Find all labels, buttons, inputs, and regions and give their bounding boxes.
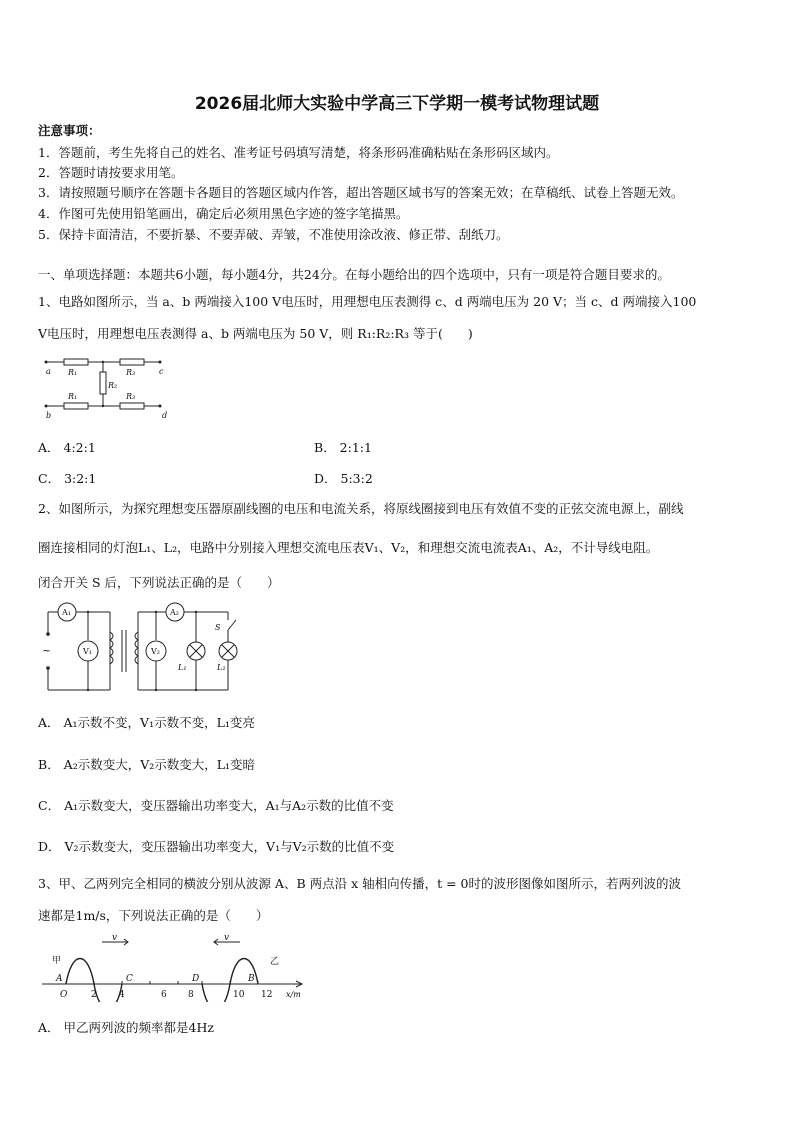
option-text: 5:3:2 xyxy=(340,471,373,486)
q1-option-d[interactable]: D． 5:3:2 xyxy=(314,471,373,486)
q2-option-a[interactable]: A． A₁示数不变，V₁示数不变，L₁变亮 xyxy=(38,715,255,730)
terminal-a-label: a xyxy=(46,367,51,376)
terminal-c-label: c xyxy=(159,367,164,376)
lamp-l1-label: L₁ xyxy=(178,663,187,672)
q2-stem-line3: 闭合开关 S 后，下列说法正确的是（ ） xyxy=(38,575,280,590)
note-item: 4．作图可先使用铅笔画出，确定后必须用黑色字迹的签字笔描黑。 xyxy=(38,206,409,221)
q1-circuit-diagram xyxy=(40,350,175,420)
r3-bottom-label: R₃ xyxy=(126,392,136,401)
q3-option-a[interactable]: A． 甲乙两列波的频率都是4Hz xyxy=(38,1020,214,1035)
r1-top-label: R₁ xyxy=(68,368,78,377)
option-key: A xyxy=(38,1020,48,1035)
note-item: 2．答题时请按要求用笔。 xyxy=(38,165,184,180)
note-item: 5．保持卡面清洁，不要折暴、不要弄破、弄皱，不准使用涂改液、修正带、刮纸刀。 xyxy=(38,227,509,242)
r2-label: R₂ xyxy=(108,381,118,390)
velocity-left-label: v xyxy=(112,933,118,943)
tick-label: 2 xyxy=(91,990,97,1000)
q2-stem-line1: 2、如图所示，为探究理想变压器原副线圈的电压和电流关系，将原线圈接到电压有效值不变的正弦交流电源上，副线 xyxy=(38,501,684,516)
option-text: 2:1:1 xyxy=(339,440,372,455)
tick-label: 6 xyxy=(161,990,167,1000)
origin-label: O xyxy=(60,990,68,1000)
point-c-label: C xyxy=(126,974,133,984)
option-text: A₁示数不变，V₁示数不变，L₁变亮 xyxy=(63,715,255,730)
q1-stem-line2: V电压时，用理想电压表测得 a、b 两端电压为 50 V，则 R₁:R₂:R₃ 等于( ) xyxy=(38,326,473,341)
section-heading: 一、单项选择题：本题共6小题，每小题4分，共24分。在每小题给出的四个选项中，只有一项是符合题目要求的。 xyxy=(38,267,670,282)
switch-s-label: S xyxy=(215,623,221,632)
q2-stem-line2: 圈连接相同的灯泡L₁、L₂，电路中分别接入理想交流电压表V₁、V₂，和理想交流电流表A₁、A₂，不计导线电阻。 xyxy=(38,540,659,555)
option-key: B xyxy=(38,757,48,772)
q2-option-b[interactable]: B． A₂示数变大，V₂示数变大，L₁变暗 xyxy=(38,757,256,772)
point-d-label: D xyxy=(192,974,200,984)
option-key: C xyxy=(38,798,48,813)
option-key: A xyxy=(38,440,48,455)
tick-label: 4 xyxy=(119,990,125,1000)
option-text: V₂示数变大，变压器输出功率变大，V₁与V₂示数的比值不变 xyxy=(64,839,395,854)
ammeter-a1-label: A₁ xyxy=(62,608,71,617)
option-key: C xyxy=(38,471,48,486)
option-text: A₁示数变大，变压器输出功率变大，A₁与A₂示数的比值不变 xyxy=(64,798,394,813)
q3-wave-diagram xyxy=(38,930,318,1002)
q2-option-c[interactable]: C． A₁示数变大，变压器输出功率变大，A₁与A₂示数的比值不变 xyxy=(38,798,394,813)
wave-yi-label: 乙 xyxy=(270,957,280,967)
ac-source-icon: ~ xyxy=(42,644,52,657)
option-text: 3:2:1 xyxy=(64,471,97,486)
tick-label: 12 xyxy=(261,990,273,1000)
notes-heading: 注意事项： xyxy=(38,123,101,138)
note-item: 1．答题前，考生先将自己的姓名、准考证号码填写清楚，将条形码准确粘贴在条形码区域内。 xyxy=(38,145,559,160)
q2-transformer-circuit xyxy=(38,598,248,696)
option-text: A₂示数变大，V₂示数变大，L₁变暗 xyxy=(63,757,256,772)
q2-option-d[interactable]: D． V₂示数变大，变压器输出功率变大，V₁与V₂示数的比值不变 xyxy=(38,839,395,854)
voltmeter-v1-label: V₁ xyxy=(83,647,92,656)
q3-stem-line1: 3、甲、乙两列完全相同的横波分别从波源 A、B 两点沿 x 轴相向传播，t = 0时的波形图像如图所示，若两列波的波 xyxy=(38,876,682,891)
page-title: 2026届北师大实验中学高三下学期一模考试物理试题 xyxy=(194,94,600,114)
q1-option-b[interactable]: B． 2:1:1 xyxy=(314,440,372,455)
q1-stem-line1: 1、电路如图所示，当 a、b 两端接入100 V电压时，用理想电压表测得 c、d 两端电压为 20 V；当 c、d 两端接入100 xyxy=(38,294,697,309)
ammeter-a2-label: A₂ xyxy=(170,608,179,617)
velocity-right-label: v xyxy=(224,933,230,943)
point-b-label: B xyxy=(248,974,255,984)
lamp-l2-label: L₂ xyxy=(217,663,226,672)
terminal-d-label: d xyxy=(162,411,168,420)
option-text: 4:2:1 xyxy=(63,440,96,455)
r3-top-label: R₃ xyxy=(126,368,136,377)
option-key: D xyxy=(38,839,49,854)
q1-option-c[interactable]: C． 3:2:1 xyxy=(38,471,97,486)
option-key: D xyxy=(314,471,325,486)
option-key: B xyxy=(314,440,324,455)
tick-label: 8 xyxy=(188,990,194,1000)
x-axis-label: x/m xyxy=(286,990,301,999)
q3-stem-line2: 速都是1m/s，下列说法正确的是（ ） xyxy=(38,908,269,923)
voltmeter-v2-label: V₂ xyxy=(151,647,160,656)
note-item: 3．请按照题号顺序在答题卡各题目的答题区域内作答，超出答题区域书写的答案无效；在草稿纸、试卷上答题无效。 xyxy=(38,185,684,200)
q1-option-a[interactable]: A． 4:2:1 xyxy=(38,440,96,455)
tick-label: 10 xyxy=(233,990,245,1000)
option-key: A xyxy=(38,715,48,730)
point-a-label: A xyxy=(56,974,63,984)
wave-jia-label: 甲 xyxy=(52,956,62,966)
terminal-b-label: b xyxy=(46,411,52,420)
option-text: 甲乙两列波的频率都是4Hz xyxy=(63,1020,214,1035)
r1-bottom-label: R₁ xyxy=(68,392,78,401)
